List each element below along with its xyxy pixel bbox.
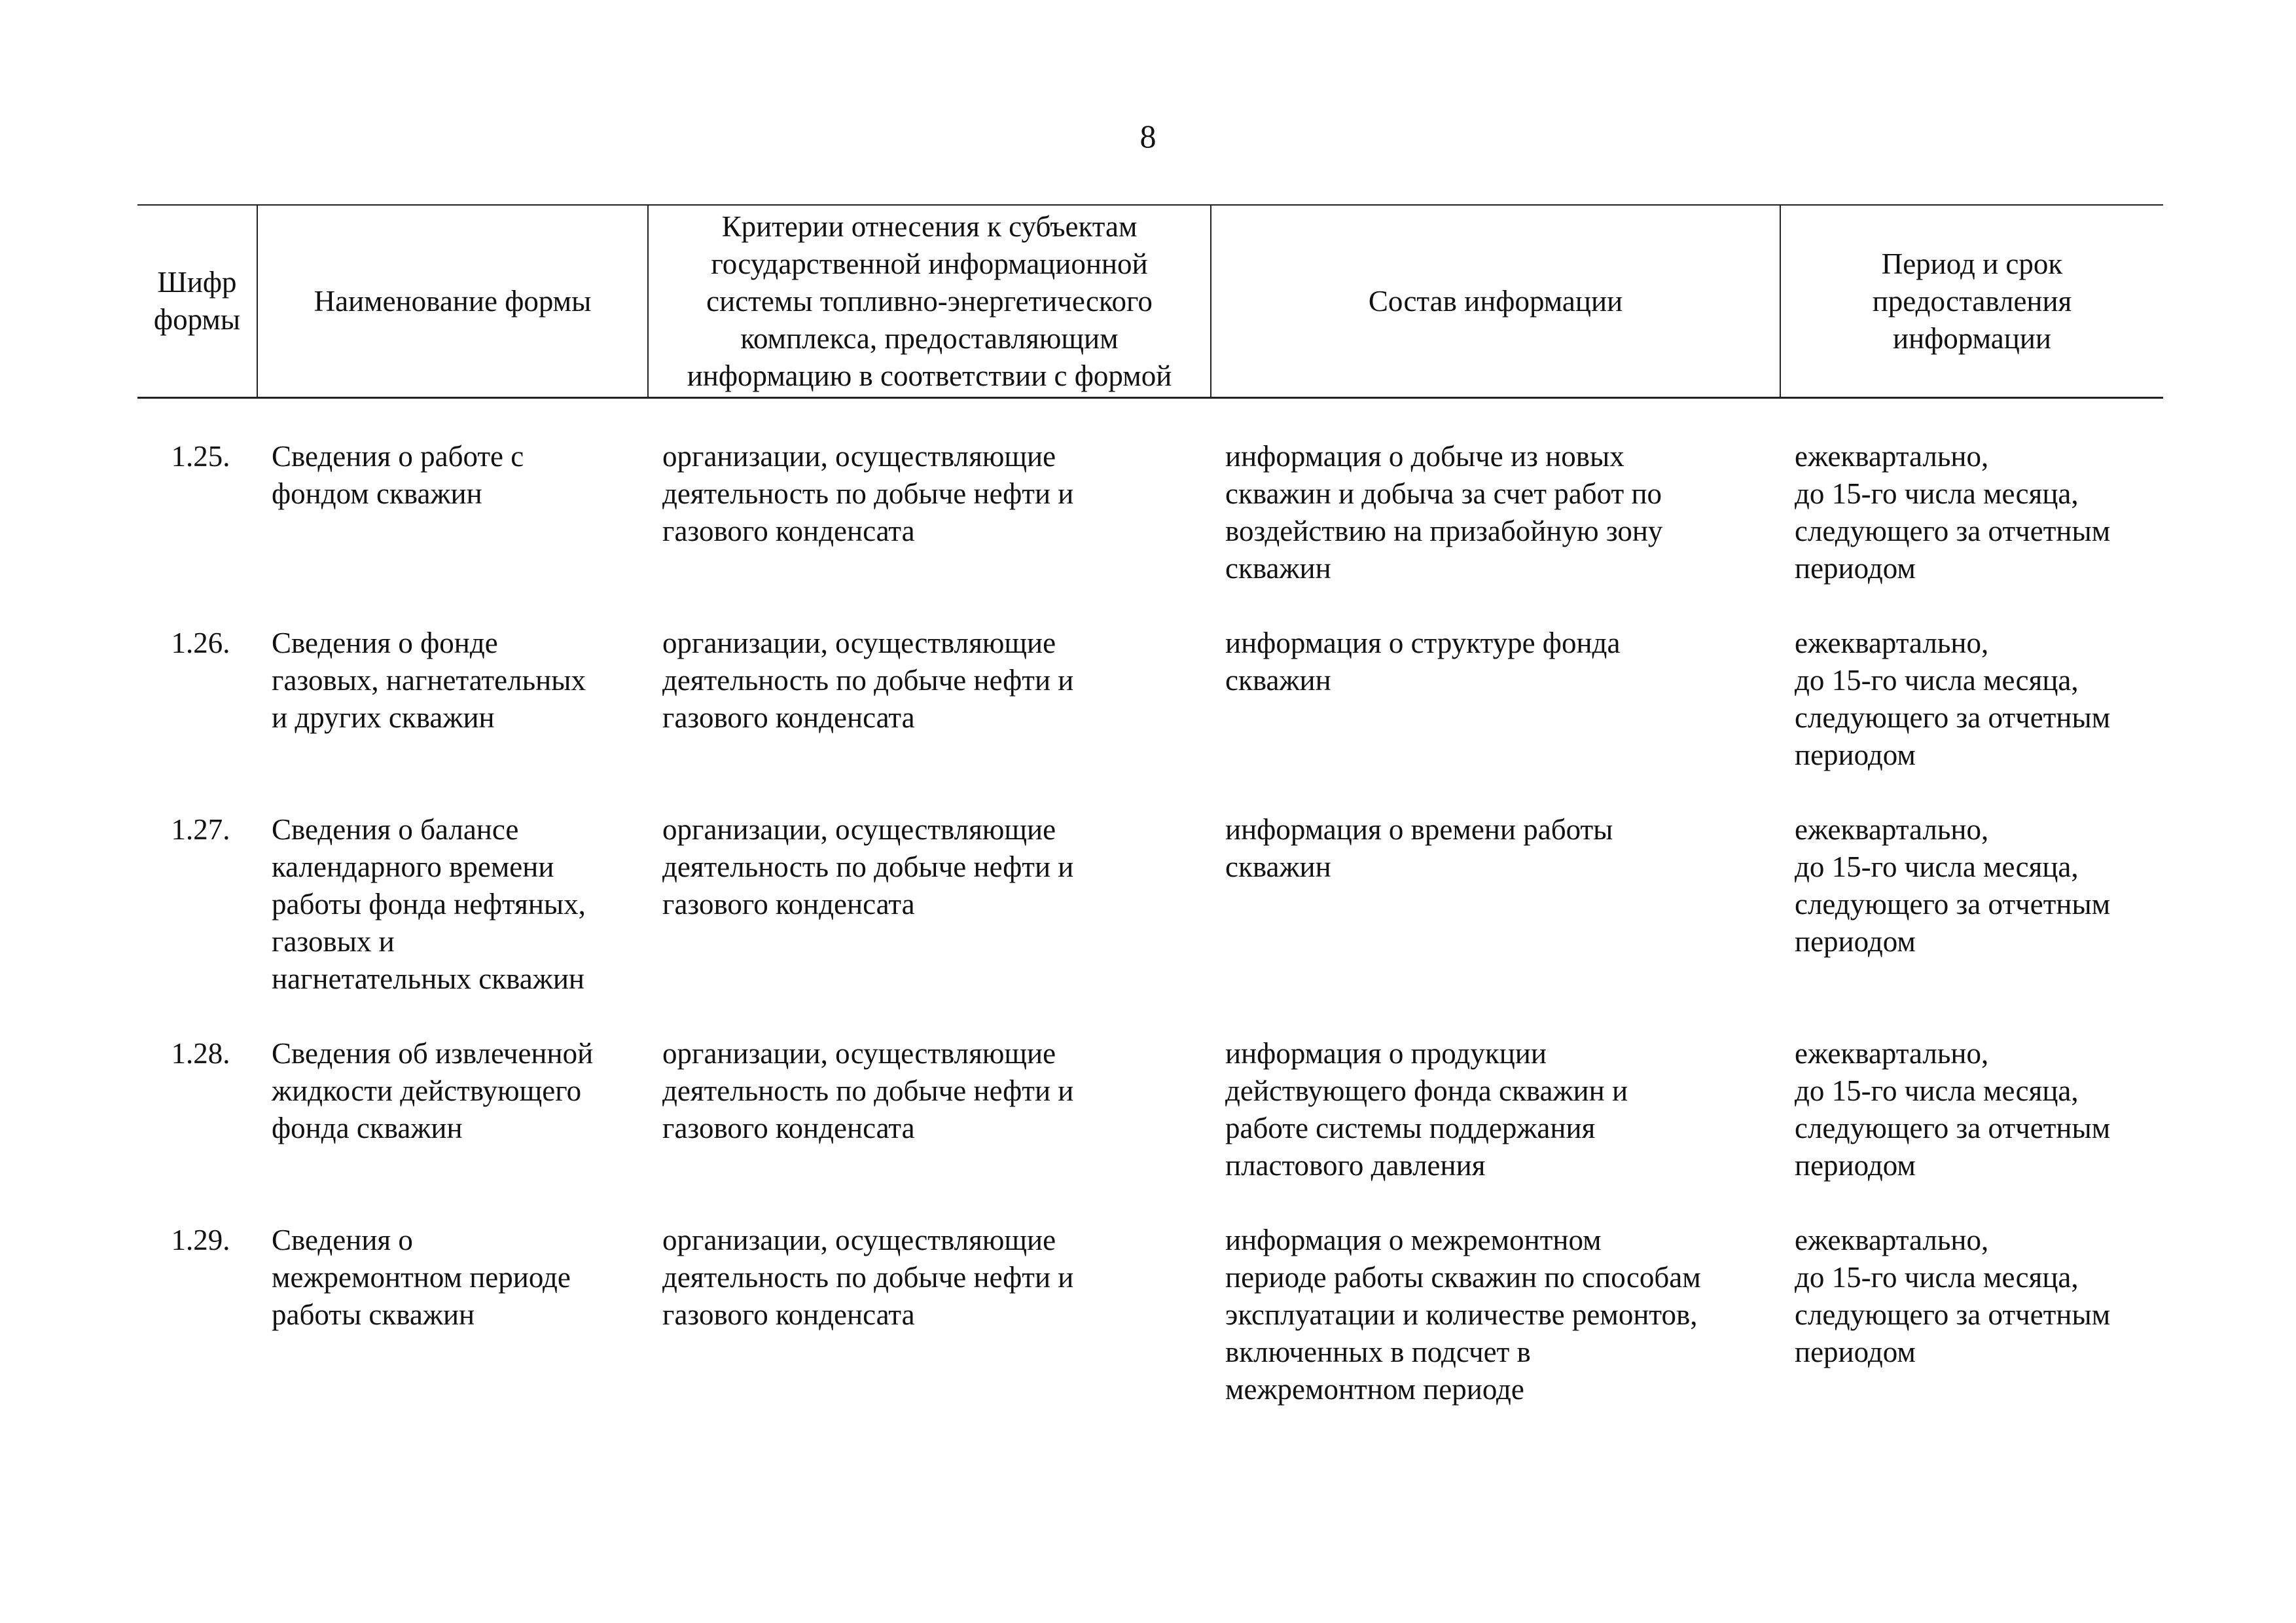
form-criteria: организации, осуществляющие деятельность по добыче нефти и газового конденсата xyxy=(662,1224,1074,1331)
table-row xyxy=(137,1035,2163,1222)
form-period: ежеквартально, до 15-го числа месяца, следующего за отчетным периодом xyxy=(1795,813,2111,958)
form-criteria: организации, осуществляющие деятельность по добыче нефти и газового конденсата xyxy=(662,1037,1074,1144)
form-content: информация о времени работы скважин xyxy=(1225,813,1613,883)
form-code: 1.28. xyxy=(171,1037,230,1070)
form-content: информация о продукции действующего фонда скважин и работе системы поддержания пластового давления xyxy=(1225,1037,1628,1182)
header-criteria: Критерии отнесения к субъектам государственной информационной системы топливно-энергетического комплекса, предоставляющим информацию в соответствии с формой xyxy=(648,205,1211,398)
header-form-name: Наименование формы xyxy=(257,205,648,398)
table-row xyxy=(137,398,2163,625)
form-criteria: организации, осуществляющие деятельность по добыче нефти и газового конденсата xyxy=(662,627,1074,734)
form-content: информация о структуре фонда скважин xyxy=(1225,627,1621,697)
form-content: информация о добыче из новых скважин и добыча за счет работ по воздействию на призабойную зону скважин xyxy=(1225,440,1663,585)
form-name: Сведения о межремонтном периоде работы скважин xyxy=(272,1224,571,1331)
form-period: ежеквартально, до 15-го числа месяца, следующего за отчетным периодом xyxy=(1795,1224,2111,1368)
forms-table xyxy=(137,204,2163,1446)
table-row xyxy=(137,625,2163,811)
header-form-code: Шифр формы xyxy=(137,205,257,398)
form-code: 1.29. xyxy=(171,1224,230,1256)
form-period: ежеквартально, до 15-го числа месяца, следующего за отчетным периодом xyxy=(1795,440,2111,585)
header-row xyxy=(137,205,2163,398)
form-name: Сведения о балансе календарного времени работы фонда нефтяных, газовых и нагнетательных скважин xyxy=(272,813,586,995)
form-content: информация о межремонтном периоде работы скважин по способам эксплуатации и количестве ремонтов, включенных в подсчет в межремонтном периоде xyxy=(1225,1224,1701,1406)
table-row xyxy=(137,1222,2163,1446)
form-period: ежеквартально, до 15-го числа месяца, следующего за отчетным периодом xyxy=(1795,1037,2111,1182)
form-name: Сведения об извлеченной жидкости действующего фонда скважин xyxy=(272,1037,594,1144)
form-criteria: организации, осуществляющие деятельность по добыче нефти и газового конденсата xyxy=(662,440,1074,547)
form-name: Сведения о фонде газовых, нагнетательных и других скважин xyxy=(272,627,586,734)
page-number: 8 xyxy=(1139,118,1157,155)
form-period: ежеквартально, до 15-го числа месяца, следующего за отчетным периодом xyxy=(1795,627,2111,771)
header-content: Состав информации xyxy=(1211,205,1780,398)
form-code: 1.27. xyxy=(171,813,230,846)
header-period: Период и срок предоставления информации xyxy=(1780,205,2163,398)
table-header xyxy=(137,205,2163,398)
table-row xyxy=(137,811,2163,1035)
form-code: 1.25. xyxy=(171,440,230,473)
table-body xyxy=(137,398,2163,1446)
form-name: Сведения о работе с фондом скважин xyxy=(272,440,524,510)
form-criteria: организации, осуществляющие деятельность по добыче нефти и газового конденсата xyxy=(662,813,1074,921)
form-code: 1.26. xyxy=(171,627,230,659)
